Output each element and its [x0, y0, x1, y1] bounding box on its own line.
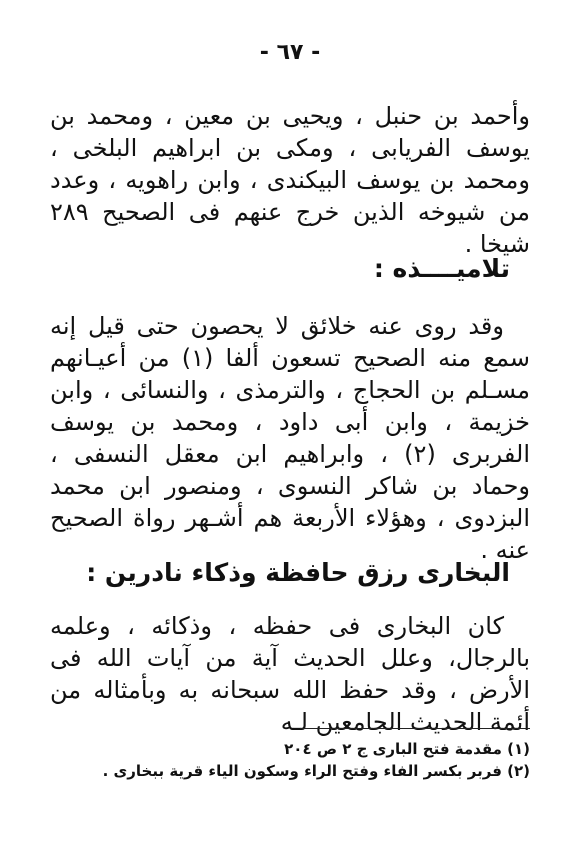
heading-students: تلاميــــذه :	[373, 254, 510, 283]
footnotes	[50, 738, 530, 782]
paragraph-teachers: وأحمد بن حنبل ، ويحيى بن معين ، ومحمد بن يوسف الفريابى ، ومكى بن ابراهيم البلخى ، ومحمد بن يوسف البيكندى ، وابن راهويه ، وعدد من شيوخه الذين خرج عنهم فى الصحيح ٢٨٩ شيخا .	[50, 102, 530, 258]
footnote-1: (١) مقدمة فتح البارى ج ٢ ص ٢٠٤	[284, 740, 530, 758]
paragraph-memory: كان البخارى فى حفظه ، وذكائه ، وعلمه بالرجال، وعلل الحديث آية من آيات الله فى الأرض ، وقد حفظ الله سبحانه به وبأمثاله من أئمة الحديث الجامعين لـه	[50, 612, 530, 736]
heading-memory: البخارى رزق حافظة وذكاء نادرين :	[86, 558, 510, 587]
page-number: - ٦٧ -	[259, 40, 321, 65]
footnote-divider	[300, 728, 530, 729]
footnote-2: (٢) فربر بكسر الفاء وفتح الراء وسكون الياء قرية ببخارى .	[102, 762, 530, 780]
paragraph-students: وقد روى عنه خلائق لا يحصون حتى قيل إنه سمع منه الصحيح تسعون ألفا (١) من أعيـانهم مسـلم بن الحجاج ، والترمذى ، والنسائى ، وابن خزيمة ، وابن أبى داود ، ومحمد بن يوسف الفربرى (٢) ، وابراهيم ابن معقل النسفى ، وحماد بن شاكر النسوى ، ومنصور ابن محمد البزدوى ، وهؤلاء الأربعة هم أشـهر رواة الصحيح عنه .	[50, 312, 531, 564]
